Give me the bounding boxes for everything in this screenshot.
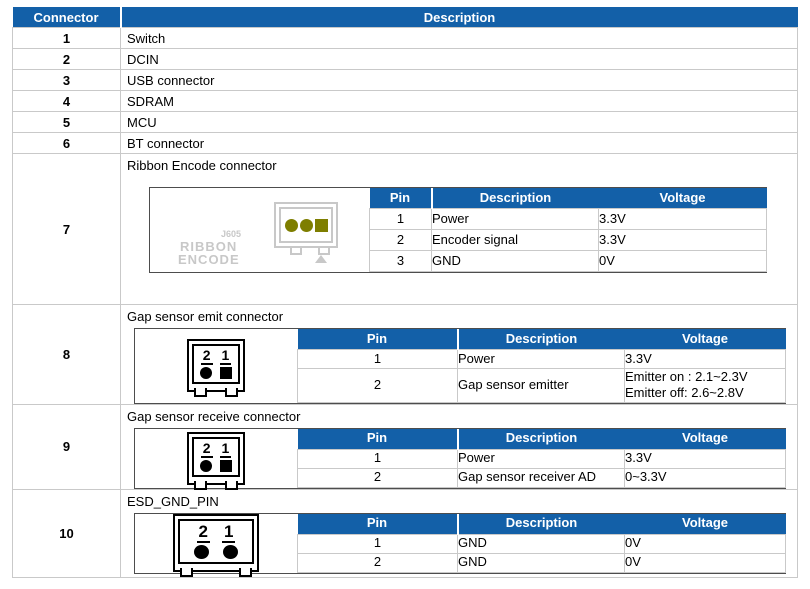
connector-description: Switch (121, 28, 798, 49)
connector-description: MCU (121, 112, 798, 133)
connector-foot (194, 481, 207, 490)
pin-table-header-row (370, 188, 767, 209)
table-header-row (13, 7, 798, 28)
pin-2-label: 2 (202, 439, 211, 456)
pin-description: Gap sensor receiver AD (458, 468, 625, 487)
connector-number: 7 (13, 154, 121, 305)
connector-number: 4 (13, 91, 121, 112)
pin-circle-icon (200, 460, 212, 472)
pin-number: 1 (298, 534, 458, 553)
section-title: Gap sensor receive connector (127, 408, 301, 424)
pin-square-icon (315, 219, 328, 232)
pin-description: GND (432, 251, 599, 272)
connector-number: 5 (13, 112, 121, 133)
polarity-mark-icon (315, 255, 327, 263)
pin-row (298, 468, 786, 487)
description-column-header: Description (458, 429, 625, 450)
pin-description: Power (458, 350, 625, 369)
table-row-gap-sensor-emit (13, 305, 798, 405)
pin-voltage: 3.3V (625, 449, 786, 468)
connector-description: DCIN (121, 49, 798, 70)
connector-number: 3 (13, 70, 121, 91)
silkscreen-label: RIBBON (180, 239, 238, 254)
connector-description: USB connector (121, 70, 798, 91)
section-title: ESD_GND_PIN (127, 493, 219, 509)
pin-voltage (625, 369, 786, 403)
pin-1-label: 1 (221, 347, 230, 364)
voltage-column-header: Voltage (625, 429, 786, 450)
pin-row (370, 251, 767, 272)
pin-2-label: 2 (198, 522, 208, 541)
connector-foot (225, 481, 238, 490)
pin-1-label: 1 (224, 522, 234, 541)
pin-voltage: 0V (625, 553, 786, 572)
pin-number: 1 (370, 209, 432, 230)
connector-detail-panel (134, 513, 786, 574)
pin-1-label: 1 (221, 439, 230, 456)
pin-circle-icon (200, 367, 212, 379)
pin-voltage: 0V (625, 534, 786, 553)
table-row (13, 49, 798, 70)
pin-number: 1 (298, 449, 458, 468)
connector-foot (318, 248, 330, 255)
connector-foot (225, 388, 238, 397)
pin-2-label: 2 (202, 347, 211, 364)
connector-detail-panel (134, 328, 786, 404)
connector-foot (180, 568, 193, 577)
connector-number: 9 (13, 404, 121, 489)
voltage-column-header: Voltage (625, 514, 786, 535)
pin-circle-icon (300, 219, 313, 232)
voltage-line: Emitter off: 2.6~2.8V (625, 385, 744, 401)
connector-body (279, 207, 333, 243)
ribbon-encode-drawing (150, 188, 369, 272)
connector-drawing (173, 514, 259, 572)
pin-description: GND (458, 534, 625, 553)
connector-drawing (187, 339, 245, 392)
pin-description: Encoder signal (432, 230, 599, 251)
pin-voltage: 3.3V (599, 209, 767, 230)
pin-description: Power (458, 449, 625, 468)
pin-number: 2 (298, 553, 458, 572)
connector-body (192, 437, 240, 477)
connector-description: SDRAM (121, 91, 798, 112)
connector-body (178, 519, 254, 564)
connector-detail-panel (134, 428, 786, 489)
description-column-header: Description (458, 329, 625, 350)
pin-voltage: 0V (599, 251, 767, 272)
connector-number: 1 (13, 28, 121, 49)
connector-number: 2 (13, 49, 121, 70)
pin-number: 3 (370, 251, 432, 272)
silkscreen-label: ENCODE (178, 252, 240, 267)
pin-number: 2 (298, 468, 458, 487)
voltage-line: Emitter on : 2.1~2.3V (625, 369, 748, 384)
pin-table (369, 188, 767, 272)
pin-column-header: Pin (298, 514, 458, 535)
description-column-header: Description (432, 188, 599, 209)
connector-table (12, 7, 798, 578)
pin-number: 2 (298, 369, 458, 403)
connector-detail-panel (149, 187, 767, 273)
pin-voltage: 3.3V (625, 350, 786, 369)
table-row-gap-sensor-receive (13, 404, 798, 489)
connector-foot (290, 248, 302, 255)
pin-description: Gap sensor emitter (458, 369, 625, 403)
pin-circle-icon (223, 545, 238, 559)
table-row (13, 28, 798, 49)
connector-foot (194, 388, 207, 397)
pin-table (297, 429, 786, 488)
table-row (13, 133, 798, 154)
pin-table-header-row (298, 514, 786, 535)
voltage-column-header: Voltage (599, 188, 767, 209)
pin-description: Power (432, 209, 599, 230)
pin-voltage: 0~3.3V (625, 468, 786, 487)
pin-circle-icon (285, 219, 298, 232)
pin-row (298, 449, 786, 468)
connector-drawing (187, 432, 245, 485)
pin-row (370, 230, 767, 251)
table-row (13, 70, 798, 91)
table-row (13, 112, 798, 133)
section-title: Ribbon Encode connector (127, 158, 277, 173)
description-column-header: Description (458, 514, 625, 535)
connector-description: BT connector (121, 133, 798, 154)
pin-row (298, 350, 786, 369)
pin-table (297, 514, 786, 573)
pin-square-icon (220, 367, 232, 379)
column-header-connector: Connector (13, 7, 121, 28)
connector-outline (274, 202, 338, 248)
pin-voltage: 3.3V (599, 230, 767, 251)
connector-number: 8 (13, 305, 121, 405)
table-row-esd-gnd-pin (13, 489, 798, 577)
pin-description: GND (458, 553, 625, 572)
pin-column-header: Pin (298, 329, 458, 350)
pin-row (370, 209, 767, 230)
section-title: Gap sensor emit connector (127, 309, 284, 324)
pin-row (298, 534, 786, 553)
pin-table-header-row (298, 429, 786, 450)
connector-number: 10 (13, 489, 121, 577)
table-row (13, 91, 798, 112)
pin-circle-icon (194, 545, 209, 559)
reference-designator: J605 (221, 229, 242, 239)
connector-body (192, 344, 240, 384)
pin-column-header: Pin (298, 429, 458, 450)
table-row-ribbon-encode (13, 154, 798, 305)
pin-table (297, 329, 786, 403)
pin-square-icon (220, 460, 232, 472)
pin-table-header-row (298, 329, 786, 350)
pin-row (298, 553, 786, 572)
voltage-column-header: Voltage (625, 329, 786, 350)
pin-number: 1 (298, 350, 458, 369)
connector-number: 6 (13, 133, 121, 154)
pin-row (298, 369, 786, 403)
pin-column-header: Pin (370, 188, 432, 209)
connector-foot (239, 568, 252, 577)
pin-number: 2 (370, 230, 432, 251)
column-header-description: Description (121, 7, 798, 28)
